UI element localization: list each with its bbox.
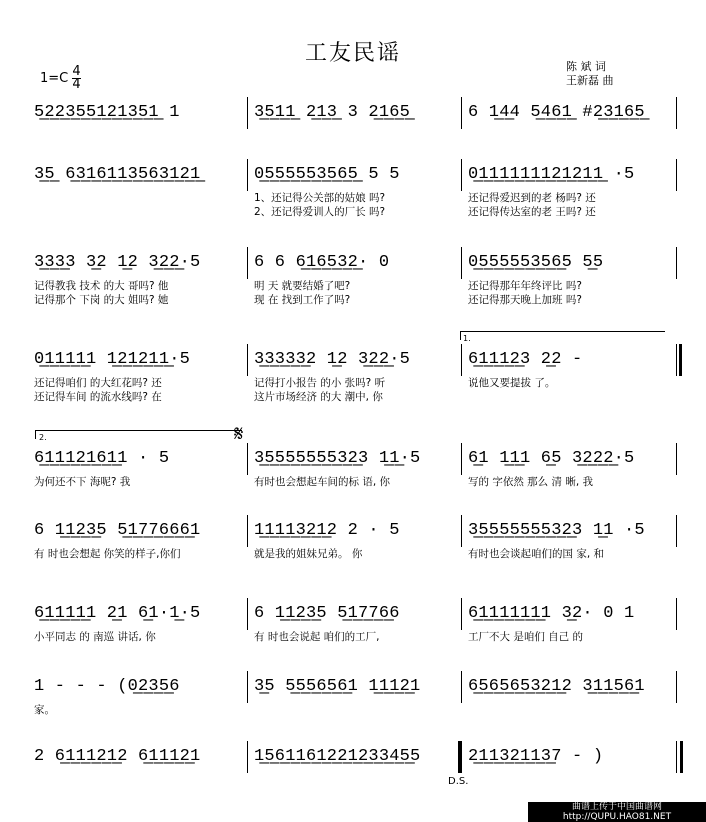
- bar-line: [461, 515, 462, 547]
- bar-line: [676, 344, 677, 376]
- time-top: 4: [72, 64, 81, 79]
- lyrics-verse-1: 有时也会想起车间的标 语, 你: [254, 476, 391, 488]
- time-signature: [72, 66, 80, 91]
- volta-bracket-1: [460, 331, 665, 340]
- bar-line: [461, 97, 462, 129]
- dal-segno-mark: D.S.: [448, 776, 469, 787]
- measure-notes: 0̲1̲1̲1̲1̲1̲1̲1̲2̲1̲2̲1̲1̲ ·5: [468, 165, 635, 184]
- bar-line: [676, 598, 677, 630]
- lyrics-verse-1: 还记得爱迟到的老 杨吗? 还: [468, 192, 596, 204]
- bar-line: [461, 598, 462, 630]
- lyrics-verse-1: 就是我的姐妹兄弟。 你: [254, 548, 363, 560]
- measure-notes: 6 1̲1̲2̲3̲5 5̲1̲7̲7̲6̲6̲6̲1: [34, 521, 201, 540]
- bar-line: [676, 97, 677, 129]
- measure-notes: 1̲1̲1̲1̲3̲2̲1̲2 2 · 5: [254, 521, 400, 540]
- key-label: 1=C: [40, 71, 69, 86]
- lyrics-verse-1: 明 天 就要结婚了吧?: [254, 280, 351, 292]
- watermark-line-2: http://QUPU.HAO81.NET: [562, 812, 672, 822]
- bar-line: [676, 671, 677, 703]
- watermark-line-1: 曲谱上传于中国曲谱网: [571, 802, 662, 812]
- lyrics-verse-2: 还记得那天晚上加班 吗?: [468, 294, 582, 306]
- bar-line: [676, 443, 677, 475]
- lyrics-verse-2: 这片市场经济 的大 潮中, 你: [254, 391, 383, 403]
- lyrics-verse-1: 有 时也会想起 你笑的样子,你们: [34, 548, 181, 560]
- measure-notes: 6̲1̲1̲1̲2̲1̲6̲1̲1 · 5: [34, 449, 170, 468]
- lyrics-verse-2: 记得那个 下岗 的大 姐吗? 她: [34, 294, 169, 306]
- bar-line: [461, 671, 462, 703]
- bar-line: [247, 159, 248, 191]
- lyrics-verse-1: 写的 字依然 那么 清 晰, 我: [468, 476, 594, 488]
- volta-number-1: 1.: [463, 334, 471, 343]
- segno-sign: 𝄋: [234, 422, 244, 447]
- measure-notes: 6̲1̲1̲1̲1̲1 2̲1 6̲1·1̲·5: [34, 604, 201, 623]
- lyrics-verse-1: 家。: [34, 704, 55, 716]
- repeat-start-bar: [458, 741, 461, 773]
- lyrics-verse-1: 小平同志 的 南巡 讲话, 你: [34, 631, 156, 643]
- volta-number-2: 2.: [39, 433, 47, 442]
- song-title: 工友民谣: [304, 41, 401, 66]
- bar-line: [461, 159, 462, 191]
- measure-notes: 6 6 6̲1̲6̲5̲3̲2̲· 0: [254, 253, 390, 272]
- bar-line: [247, 247, 248, 279]
- measure-notes: 3̲5 5̲5̲5̲6̲5̲6̲1 1̲1̲1̲2̲1: [254, 677, 421, 696]
- measure-notes: 6 1̲1̲2̲3̲5 5̲1̲7̲7̲6̲6: [254, 604, 400, 623]
- bar-line: [247, 741, 248, 773]
- bar-line: [247, 443, 248, 475]
- bar-line: [247, 515, 248, 547]
- measure-notes: 6̲5̲6̲5̲6̲5̲3̲2̲1̲2 3̲1̲1̲5̲6̲1: [468, 677, 645, 696]
- lyrics-verse-1: 还记得咱们 的大红花吗? 还: [34, 377, 162, 389]
- bar-line: [676, 515, 677, 547]
- lyrics-verse-1: 记得打小报告 的小 张吗? 听: [254, 377, 386, 389]
- measure-notes: 3̲5̲ 6̲3̲1̲6̲1̲1̲3̲5̲6̲3̲1̲2̲1̲: [34, 165, 201, 184]
- measure-notes: 6̲1̲1̲1̲1̲1̲1̲1 3̲2· 0 1: [468, 604, 635, 623]
- bar-line: [461, 443, 462, 475]
- measure-notes: 1̲5̲6̲1̲1̲6̲1̲2̲2̲1̲2̲3̲3̲4̲5̲5: [254, 747, 421, 766]
- measure-notes: 3̲5̲5̲5̲5̲5̲5̲5̲3̲2̲3 1̲1̲·5: [254, 449, 421, 468]
- lyrics-verse-2: 还记得车间 的流水线吗? 在: [34, 391, 162, 403]
- bar-line: [461, 741, 462, 773]
- measure-notes: 2 6̲1̲1̲1̲2̲1̲2 6̲1̲1̲1̲2̲1: [34, 747, 201, 766]
- bar-line: [676, 159, 677, 191]
- bar-line: [247, 344, 248, 376]
- measure-notes: 0̲5̲5̲5̲5̲5̲3̲5̲6̲5 5̲5: [468, 253, 604, 272]
- composer-credit: 王新磊 曲: [566, 74, 614, 87]
- bar-line: [247, 97, 248, 129]
- bar-line: [676, 741, 677, 773]
- bar-line: [676, 247, 677, 279]
- measure-notes: 3̲5̲1̲1̲ 2̲1̲3̲ 3 2̲1̲6̲5̲: [254, 103, 411, 122]
- site-watermark: [528, 802, 706, 822]
- bar-line: [461, 344, 462, 376]
- bar-line: [247, 598, 248, 630]
- measure-notes: 0̲1̲1̲1̲1̲1 1̲2̲1̲2̲1̲1̲·5: [34, 350, 191, 369]
- repeat-end-bar: [679, 344, 682, 376]
- lyrics-verse-2: 还记得传达室的老 王吗? 还: [468, 206, 596, 218]
- key-signature: [40, 66, 81, 91]
- lyrics-verse-2: 现 在 找到工作了吗?: [254, 294, 351, 306]
- bar-line: [461, 247, 462, 279]
- measure-notes: 2̲1̲1̲3̲2̲1̲1̲3̲7 - ): [468, 747, 604, 766]
- measure-notes: 6 1̲4̲4 5̲4̲6̲1̲ #2̲3̲1̲6̲5̲: [468, 103, 645, 122]
- measure-notes: 1 - - - (0̲2̲3̲5̲6: [34, 677, 180, 696]
- lyrics-verse-1: 说他又要提拔 了。: [468, 377, 556, 389]
- lyrics-verse-2: 2、还记得爱训人的厂长 吗?: [254, 206, 386, 218]
- lyrics-verse-1: 1、还记得公关部的姑娘 吗?: [254, 192, 386, 204]
- measure-notes: 5̲2̲2̲3̲5̲5̲1̲2̲1̲3̲5̲1̲ 1: [34, 103, 180, 122]
- volta-bracket-2: [35, 430, 242, 439]
- measure-notes: 3̲3̲3̲3 3̲2 1̲2 3̲2̲2̲·5: [34, 253, 201, 272]
- lyricist-credit: 陈 斌 词: [566, 60, 606, 73]
- measure-notes: 6̲1̲1̲1̲2̲3 2̲2 -: [468, 350, 583, 369]
- final-bar: [680, 741, 683, 773]
- lyrics-verse-1: 有 时也会说起 咱们的工厂,: [254, 631, 380, 643]
- bar-line: [247, 671, 248, 703]
- lyrics-verse-1: 记得教我 技术 的大 哥吗? 他: [34, 280, 169, 292]
- time-bottom: 4: [72, 77, 81, 92]
- measure-notes: 6̲1 1̲1̲1 6̲5 3̲2̲2̲2̲·5: [468, 449, 635, 468]
- lyrics-verse-1: 有时也会谈起咱们的国 家, 和: [468, 548, 605, 560]
- lyrics-verse-1: 工厂不大 是咱们 自己 的: [468, 631, 584, 643]
- lyrics-verse-1: 为何还不下 海呢? 我: [34, 476, 131, 488]
- measure-notes: 3̲5̲5̲5̲5̲5̲5̲5̲3̲2̲3 1̲1 ·5: [468, 521, 645, 540]
- lyrics-verse-1: 还记得那年年终评比 吗?: [468, 280, 582, 292]
- measure-notes: 3̲3̲3̲3̲3̲2 1̲2 3̲2̲2̲·5: [254, 350, 411, 369]
- measure-notes: 0̲5̲5̲5̲5̲5̲3̲5̲6̲5̲ 5 5: [254, 165, 400, 184]
